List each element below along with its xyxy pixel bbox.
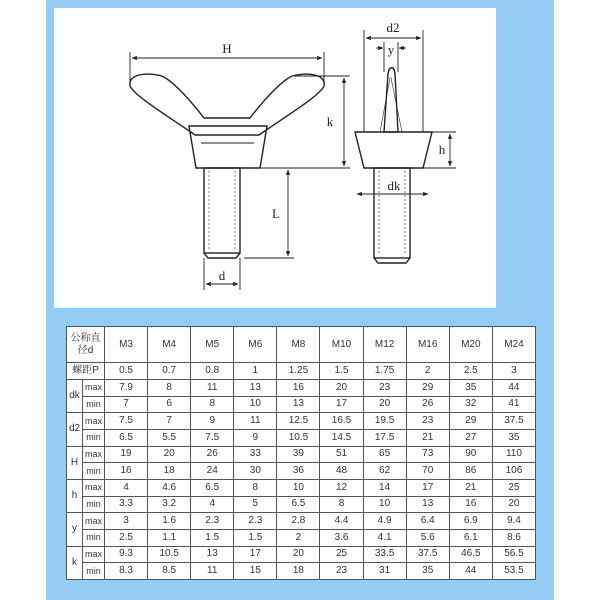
size-header-cell: M24 [492, 327, 535, 363]
table-row [67, 563, 536, 580]
table-row [67, 446, 536, 463]
table-cell: 32 [449, 396, 492, 413]
limit-label-cell: min [83, 463, 105, 480]
table-cell: 2.5 [105, 529, 148, 546]
table-cell: 41 [492, 396, 535, 413]
table-cell: 6 [148, 396, 191, 413]
limit-label-cell: max [83, 546, 105, 563]
table-row [67, 513, 536, 530]
table-cell: 13 [406, 496, 449, 513]
table-cell: 31 [363, 563, 406, 580]
table-cell: 17 [320, 396, 363, 413]
table-cell: 4.1 [363, 529, 406, 546]
table-cell: 7.5 [105, 413, 148, 430]
table-cell: 3 [105, 513, 148, 530]
table-cell: 14 [363, 479, 406, 496]
table-cell: 24 [191, 463, 234, 480]
table-cell: 14.5 [320, 429, 363, 446]
table-cell: 17.5 [363, 429, 406, 446]
wing-nut-drawing-panel [54, 8, 496, 308]
table-cell: 18 [148, 463, 191, 480]
table-cell: 36 [277, 463, 320, 480]
table-cell: 21 [449, 479, 492, 496]
table-cell: 9.3 [105, 546, 148, 563]
table-cell: 17 [234, 546, 277, 563]
size-header-cell: M20 [449, 327, 492, 363]
table-cell: 19 [105, 446, 148, 463]
label-L: L [272, 206, 280, 221]
table-cell: 11 [191, 563, 234, 580]
table-cell: 8.3 [105, 563, 148, 580]
group-label-cell: H [67, 446, 83, 479]
table-cell: 37.5 [406, 546, 449, 563]
pitch-row [67, 363, 536, 380]
label-k: k [326, 114, 334, 129]
group-label-cell: k [67, 546, 83, 579]
table-cell: 3.3 [105, 496, 148, 513]
table-cell: 33 [234, 446, 277, 463]
table-cell: 9 [234, 429, 277, 446]
table-cell: 70 [406, 463, 449, 480]
table-cell: 11 [191, 380, 234, 397]
spec-table-panel [66, 326, 536, 580]
table-cell: 7.9 [105, 380, 148, 397]
table-row [67, 496, 536, 513]
table-cell: 1 [234, 363, 277, 380]
table-cell: 10.5 [277, 429, 320, 446]
corner-label-line2: 径d [77, 344, 94, 356]
table-cell: 35 [449, 380, 492, 397]
table-cell: 1.5 [191, 529, 234, 546]
table-cell: 10 [234, 396, 277, 413]
table-cell: 16.5 [320, 413, 363, 430]
limit-label-cell: min [83, 396, 105, 413]
limit-label-cell: max [83, 380, 105, 397]
size-header-cell: M3 [105, 327, 148, 363]
table-cell: 86 [449, 463, 492, 480]
limit-label-cell: min [83, 563, 105, 580]
table-cell: 29 [449, 413, 492, 430]
size-header-cell: M6 [234, 327, 277, 363]
table-cell: 3 [492, 363, 535, 380]
table-cell: 2.3 [234, 513, 277, 530]
table-row [67, 380, 536, 397]
table-cell: 7 [105, 396, 148, 413]
corner-label-line1: 公称直 [70, 333, 101, 345]
table-cell: 4.6 [148, 479, 191, 496]
table-cell: 51 [320, 446, 363, 463]
table-cell: 2.3 [191, 513, 234, 530]
table-header-row [67, 327, 536, 363]
table-cell: 37.5 [492, 413, 535, 430]
table-cell: 11 [234, 413, 277, 430]
table-row [67, 546, 536, 563]
table-cell: 5 [234, 496, 277, 513]
table-cell: 16 [449, 496, 492, 513]
table-cell: 53.5 [492, 563, 535, 580]
limit-label-cell: min [83, 529, 105, 546]
table-cell: 33.5 [363, 546, 406, 563]
table-cell: 13 [277, 396, 320, 413]
table-cell: 20 [148, 446, 191, 463]
table-cell: 3.2 [148, 496, 191, 513]
table-cell: 2.8 [277, 513, 320, 530]
table-cell: 17 [406, 479, 449, 496]
table-cell: 26 [191, 446, 234, 463]
size-header-cell: M12 [363, 327, 406, 363]
table-row [67, 396, 536, 413]
size-header-cell: M4 [148, 327, 191, 363]
limit-label-cell: max [83, 479, 105, 496]
table-cell: 19.5 [363, 413, 406, 430]
size-header-cell: M10 [320, 327, 363, 363]
table-cell: 73 [406, 446, 449, 463]
table-cell: 5.6 [406, 529, 449, 546]
table-cell: 9.4 [492, 513, 535, 530]
table-cell: 16 [277, 380, 320, 397]
table-cell: 12.5 [277, 413, 320, 430]
table-cell: 106 [492, 463, 535, 480]
table-cell: 5.5 [148, 429, 191, 446]
table-cell: 6.9 [449, 513, 492, 530]
table-cell: 25 [320, 546, 363, 563]
table-cell: 9 [191, 413, 234, 430]
table-cell: 1.1 [148, 529, 191, 546]
table-cell: 10 [277, 479, 320, 496]
table-cell: 25 [492, 479, 535, 496]
table-cell: 44 [492, 380, 535, 397]
table-cell: 56.5 [492, 546, 535, 563]
table-cell: 0.5 [105, 363, 148, 380]
table-cell: 23 [406, 413, 449, 430]
table-cell: 8 [234, 479, 277, 496]
group-label-cell: y [67, 513, 83, 546]
label-dk: dk [387, 178, 401, 193]
table-cell: 90 [449, 446, 492, 463]
table-cell: 44 [449, 563, 492, 580]
limit-label-cell: max [83, 513, 105, 530]
table-row [67, 529, 536, 546]
table-cell: 8 [191, 396, 234, 413]
table-cell: 1.75 [363, 363, 406, 380]
table-cell: 8.6 [492, 529, 535, 546]
table-cell: 2 [406, 363, 449, 380]
label-d: d [218, 268, 226, 283]
size-header-cell: M5 [191, 327, 234, 363]
table-cell: 7.5 [191, 429, 234, 446]
table-cell: 0.7 [148, 363, 191, 380]
table-cell: 20 [492, 496, 535, 513]
label-H: H [222, 41, 232, 56]
table-cell: 12 [320, 479, 363, 496]
table-cell: 15 [234, 563, 277, 580]
table-cell: 6.1 [449, 529, 492, 546]
table-cell: 13 [191, 546, 234, 563]
table-cell: 39 [277, 446, 320, 463]
table-row [67, 413, 536, 430]
group-label-cell: h [67, 479, 83, 512]
limit-label-cell: min [83, 496, 105, 513]
limit-label-cell: max [83, 413, 105, 430]
table-cell: 7 [148, 413, 191, 430]
table-cell: 30 [234, 463, 277, 480]
corner-cell [67, 327, 105, 363]
size-header-cell: M8 [277, 327, 320, 363]
dimension-table [66, 326, 536, 580]
table-cell: 4.4 [320, 513, 363, 530]
table-row [67, 429, 536, 446]
front-view-stem [204, 168, 240, 253]
table-cell: 10.5 [148, 546, 191, 563]
table-cell: 21 [406, 429, 449, 446]
table-cell: 29 [406, 380, 449, 397]
table-cell: 48 [320, 463, 363, 480]
table-cell: 16 [105, 463, 148, 480]
size-header-cell: M16 [406, 327, 449, 363]
table-cell: 6.5 [277, 496, 320, 513]
table-row [67, 463, 536, 480]
label-h: h [438, 142, 446, 157]
table-cell: 18 [277, 563, 320, 580]
table-cell: 8.5 [148, 563, 191, 580]
table-cell: 1.25 [277, 363, 320, 380]
limit-label-cell: min [83, 429, 105, 446]
table-row [67, 479, 536, 496]
table-cell: 27 [449, 429, 492, 446]
label-d2: d2 [386, 20, 400, 35]
table-cell: 2 [277, 529, 320, 546]
table-cell: 1.6 [148, 513, 191, 530]
table-cell: 35 [492, 429, 535, 446]
table-cell: 6.5 [191, 479, 234, 496]
table-cell: 4.9 [363, 513, 406, 530]
table-cell: 2.5 [449, 363, 492, 380]
group-label-cell: dk [67, 380, 83, 413]
table-cell: 20 [363, 396, 406, 413]
table-cell: 10 [363, 496, 406, 513]
table-cell: 1.5 [234, 529, 277, 546]
table-cell: 1.5 [320, 363, 363, 380]
table-cell: 26 [406, 396, 449, 413]
table-cell: 20 [277, 546, 320, 563]
group-label-cell: d2 [67, 413, 83, 446]
table-cell: 20 [320, 380, 363, 397]
table-cell: 4 [191, 496, 234, 513]
pitch-label-cell: 螺距P [67, 363, 105, 380]
table-cell: 8 [148, 380, 191, 397]
table-cell: 23 [320, 563, 363, 580]
limit-label-cell: max [83, 446, 105, 463]
table-cell: 23 [363, 380, 406, 397]
table-cell: 110 [492, 446, 535, 463]
table-cell: 62 [363, 463, 406, 480]
table-cell: 46.5 [449, 546, 492, 563]
label-y: y [387, 42, 395, 57]
table-cell: 8 [320, 496, 363, 513]
table-cell: 4 [105, 479, 148, 496]
table-cell: 6.4 [406, 513, 449, 530]
wing-nut-technical-drawing [54, 8, 496, 308]
table-cell: 6.5 [105, 429, 148, 446]
table-cell: 0.8 [191, 363, 234, 380]
table-cell: 3.6 [320, 529, 363, 546]
table-cell: 13 [234, 380, 277, 397]
table-cell: 65 [363, 446, 406, 463]
table-cell: 35 [406, 563, 449, 580]
